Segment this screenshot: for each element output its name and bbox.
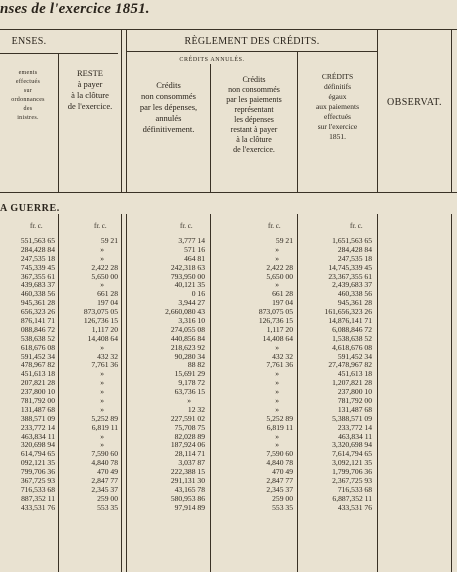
col-header-paiements: ements effectués sur ordonnances des inistres. [11,70,45,121]
table-cell: 6,887,352 11 [332,493,372,503]
table-cell: 2,367,725 93 [332,476,372,486]
table-row [0,272,457,281]
table-cell: 1,651,563 65 [332,236,372,245]
table-row [0,298,457,307]
table-row [0,414,457,423]
table-cell: 259 00 [97,493,118,503]
col-header-credits-definitifs: CRÉDITS définitifs égaux aux paiements effectués sur l'exercice 1851. [315,72,360,141]
table-cell: 2,660,080 43 [165,307,205,317]
table-cell: 88 82 [187,360,205,370]
table-cell: » [187,396,191,406]
table-row [0,440,457,449]
table-cell: 656,323 26 [20,307,55,317]
table-cell: 873,075 05 [258,307,293,317]
table-cell: 242,318 63 [170,262,205,272]
unit-label: fr. c. [268,222,281,230]
table-cell: » [100,396,104,406]
table-cell: 7,590 60 [91,449,118,459]
table-cell: 5,650 00 [91,271,118,281]
table-cell: 1,799,706 36 [332,467,372,477]
table-cell: » [100,369,104,379]
table-row [0,467,457,476]
table-cell: 247,535 18 [337,253,372,263]
table-cell: 887,352 11 [21,493,55,503]
table-cell: 59 21 [275,236,293,245]
table-cell: » [275,396,279,406]
table-cell: 460,338 56 [20,289,55,299]
table-row [0,405,457,414]
table-row [0,307,457,316]
table-cell: » [100,431,104,441]
table-cell: 2,847 77 [91,476,118,486]
col-header-reste-a-payer: RESTE à payer à la clôture de l'exercice. [67,68,113,111]
table-cell: 207,821 28 [20,378,55,388]
table-cell: » [275,378,279,388]
table-cell: 3,092,121 35 [332,458,372,468]
table-cell: 2,439,683 37 [332,280,372,290]
table-row [0,503,457,512]
table-cell: 82,028 89 [174,431,205,441]
table-cell: 161,656,323 26 [324,307,372,317]
table-row [0,245,457,254]
table-cell: » [275,431,279,441]
table-row [0,280,457,289]
table-cell: 6,819 11 [91,422,118,432]
unit-label: fr. c. [180,222,193,230]
table-cell: 3,777 14 [178,236,205,245]
table-row [0,325,457,334]
table-cell: 233,772 14 [20,422,55,432]
table-cell: » [275,244,279,254]
table-cell: » [275,404,279,414]
table-row [0,396,457,405]
table-cell: 2,422 28 [266,262,293,272]
table-cell: 5,650 00 [266,271,293,281]
page-title: nses de l'exercice 1851. [0,1,150,17]
table-cell: 661 28 [272,289,293,299]
table-cell: 463,834 11 [21,431,55,441]
table-cell: 470 49 [97,467,118,477]
table-cell: 75,708 75 [174,422,205,432]
table-cell: 781,792 00 [20,396,55,406]
table-cell: 945,361 28 [20,298,55,308]
table-cell: 460,338 56 [337,289,372,299]
table-cell: 440,856 84 [170,333,205,343]
table-cell: 274,055 08 [170,324,205,334]
table-cell: 088,846 72 [20,324,55,334]
table-cell: 433,531 76 [20,502,55,512]
unit-label: fr. c. [94,222,107,230]
table-cell: 1,207,821 28 [332,378,372,388]
table-cell: 388,571 09 [20,413,55,423]
table-cell: 247,535 18 [20,253,55,263]
table-cell: 284,428 84 [337,244,372,254]
table-cell: 3,320,698 94 [332,440,372,450]
table-cell: 9,178 72 [178,378,205,388]
table-cell: 781,792 00 [337,396,372,406]
table-cell: 1,117 20 [91,324,118,334]
table-cell: » [275,342,279,352]
table-cell: 3,944 27 [178,298,205,308]
table-cell: 14,876,141 71 [328,316,372,326]
table-cell: 591,452 34 [20,351,55,361]
table-cell: 799,706 36 [20,467,55,477]
table-row [0,263,457,272]
table-cell: 126,736 15 [83,316,118,326]
table-cell: 451,613 18 [20,369,55,379]
table-cell: 553 35 [272,502,293,512]
table-cell: 90,280 34 [174,351,205,361]
table-cell: 7,614,794 65 [332,449,372,459]
table-row [0,449,457,458]
table-cell: 591,452 34 [337,351,372,361]
section-heading: A GUERRE. [0,203,60,214]
table-row [0,423,457,432]
table-cell: 7,761 36 [266,360,293,370]
table-cell: 945,361 28 [337,298,372,308]
table-cell: 580,953 86 [170,493,205,503]
table-cell: 538,638 52 [20,333,55,343]
table-cell: 1,117 20 [266,324,293,334]
table-cell: 463,834 11 [338,431,372,441]
table-cell: 187,924 06 [170,440,205,450]
table-row [0,334,457,343]
table-cell: » [100,342,104,352]
table-cell: 28,114 71 [174,449,205,459]
table-cell: » [275,440,279,450]
table-cell: 197 04 [97,298,118,308]
table-cell: » [275,280,279,290]
table-cell: 876,141 71 [20,316,55,326]
table-cell: 126,736 15 [258,316,293,326]
table-cell: 7,590 60 [266,449,293,459]
table-cell: 716,533 68 [337,484,372,494]
table-cell: 432 32 [97,351,118,361]
table-cell: 284,428 84 [20,244,55,254]
table-cell: 14,408 64 [87,333,118,343]
table-cell: 237,800 10 [20,387,55,397]
table-row [0,289,457,298]
table-cell: 15,691 29 [174,369,205,379]
table-cell: » [100,253,104,263]
table-cell: 218,623 92 [170,342,205,352]
group-header-depenses: ENSES. [11,36,47,47]
table-cell: 227,591 02 [170,413,205,423]
table-cell: 59 21 [100,236,118,245]
table-cell: 320,698 94 [20,440,55,450]
table-cell: 222,388 15 [170,467,205,477]
table-row [0,458,457,467]
table-cell: 464 81 [184,253,205,263]
table-cell: 5,252 89 [266,413,293,423]
table-cell: 291,131 30 [170,476,205,486]
table-cell: 553 35 [97,502,118,512]
header-rule [127,51,377,52]
table-cell: 551,563 65 [20,236,55,245]
table-cell: 5,388,571 09 [332,413,372,423]
table-cell: 237,800 10 [337,387,372,397]
table-cell: 43,165 78 [174,484,205,494]
table-cell: 571 16 [184,244,205,254]
table-cell: » [100,404,104,414]
column-rule [377,30,378,192]
table-cell: 478,967 82 [20,360,55,370]
col-header-credits-annules-definitivement: Crédits non consommés par les dépenses, annulés définitivement. [139,80,198,134]
header-rule [0,53,118,54]
table-cell: 14,408 64 [262,333,293,343]
subgroup-header-credits-annules: CRÉDITS ANNULÉS. [179,57,245,63]
table-row [0,378,457,387]
table-cell: 7,761 36 [91,360,118,370]
table-cell: 4,618,676 08 [332,342,372,352]
table-cell: 40,121 35 [174,280,205,290]
table-cell: 197 04 [272,298,293,308]
table-row [0,360,457,369]
table-row [0,316,457,325]
table-row [0,485,457,494]
unit-label: fr. c. [350,222,363,230]
table-cell: » [275,369,279,379]
table-cell: 14,745,339 45 [328,262,372,272]
table-cell: 1,538,638 52 [332,333,372,343]
table-header [0,29,457,193]
table-cell: 793,950 00 [170,271,205,281]
table-row [0,387,457,396]
table-cell: 259 00 [272,493,293,503]
table-cell: » [275,253,279,263]
table-cell: 6,088,846 72 [332,324,372,334]
table-cell: 0 16 [191,289,205,299]
table-cell: 745,339 45 [20,262,55,272]
col-header-credits-restant-a-payer: Crédits non consommés par les paiements représentant les dépenses restant à payer à la clôture de l'exercice. [226,75,282,154]
table-cell: » [100,280,104,290]
table-cell: 2,345 37 [266,484,293,494]
table-cell: 131,487 68 [20,404,55,414]
table-cell: » [100,440,104,450]
table-cell: » [275,387,279,397]
table-cell: 3,316 10 [178,316,205,326]
table-cell: 97,914 89 [174,502,205,512]
table-cell: 451,613 18 [337,369,372,379]
table-cell: 470 49 [272,467,293,477]
table-row [0,432,457,441]
table-cell: 2,847 77 [266,476,293,486]
table-cell: 433,531 76 [337,502,372,512]
table-row [0,236,457,245]
table-cell: » [100,244,104,254]
table-row [0,254,457,263]
table-cell: 716,533 68 [20,484,55,494]
unit-label: fr. c. [30,222,43,230]
table-row [0,476,457,485]
table-cell: 614,794 65 [20,449,55,459]
table-cell: 131,487 68 [337,404,372,414]
group-header-reglement: RÈGLEMENT DES CRÉDITS. [184,36,320,47]
table-row [0,343,457,352]
table-cell: 439,683 37 [20,280,55,290]
table-cell: 873,075 05 [83,307,118,317]
table-cell: 63,736 15 [174,387,205,397]
col-header-observations: OBSERVAT. [387,97,442,108]
table-cell: 5,252 89 [91,413,118,423]
table-cell: 367,725 93 [20,476,55,486]
table-cell: 4,840 78 [91,458,118,468]
table-cell: » [100,378,104,388]
table-rows [0,236,457,512]
table-cell: 661 28 [97,289,118,299]
table-cell: 27,478,967 82 [328,360,372,370]
table-cell: 23,367,355 61 [328,271,372,281]
table-cell: 618,676 08 [20,342,55,352]
table-cell: 233,772 14 [337,422,372,432]
table-cell: 12 32 [187,404,205,414]
table-cell: 3,037 87 [178,458,205,468]
table-cell: 4,840 78 [266,458,293,468]
table-cell: » [100,387,104,397]
table-row [0,369,457,378]
table-row [0,494,457,503]
table-cell: 092,121 35 [20,458,55,468]
table-cell: 367,355 61 [20,271,55,281]
table-cell: 2,422 28 [91,262,118,272]
table-cell: 6,819 11 [266,422,293,432]
table-row [0,352,457,361]
table-cell: 432 32 [272,351,293,361]
table-cell: 2,345 37 [91,484,118,494]
column-rule [451,30,452,192]
